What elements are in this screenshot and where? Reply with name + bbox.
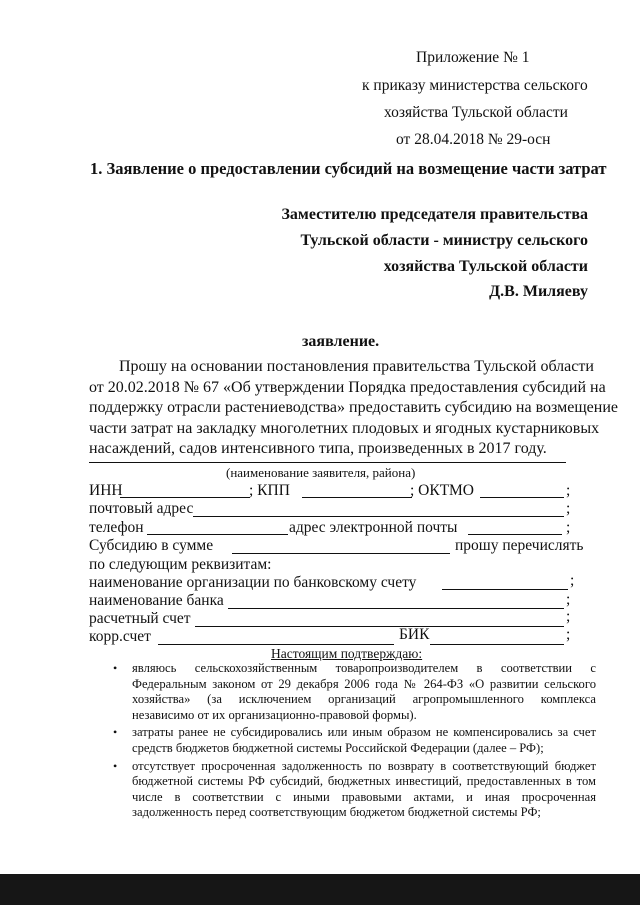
kpp-label: ; КПП (249, 482, 290, 499)
kpp-field[interactable] (302, 497, 412, 498)
postal-semicolon: ; (566, 500, 571, 517)
list-item-line: отсутствует просроченная задолженность по возврату в соответствующий бюджет (132, 758, 596, 773)
bank-name-field[interactable] (228, 608, 564, 609)
subsidy-amount-field[interactable] (232, 553, 450, 554)
list-item-line: независимо от их организационно-правовой формы). (132, 707, 417, 722)
account-semicolon: ; (566, 608, 571, 625)
subsidy-amount-label: Субсидию в сумме (89, 537, 214, 554)
bank-semicolon: ; (566, 591, 571, 608)
document-title: 1. Заявление о предоставлении субсидий на возмещение части затрат (90, 159, 607, 178)
corr-account-label: корр.счет (89, 628, 151, 645)
statement-heading: заявление. (302, 333, 380, 350)
bik-field[interactable] (430, 644, 564, 645)
org-name-field[interactable] (442, 589, 568, 590)
bullet-icon: • (113, 758, 118, 773)
request-transfer-label: прошу перечислять (455, 537, 584, 554)
inn-field[interactable] (120, 497, 250, 498)
list-item-line: Федеральным законом от 29 декабря 2006 года № 264-ФЗ «О развитии сельского (132, 676, 596, 691)
bank-name-label: наименование банка (89, 592, 224, 609)
addressee-line-4: Д.В. Миляеву (489, 283, 588, 300)
addressee-line-3: хозяйства Тульской области (383, 258, 588, 275)
org-name-label: наименование организации по банковскому счету (89, 574, 417, 591)
list-item (113, 661, 596, 723)
scan-edge-bar (0, 874, 640, 905)
appendix-ministry-line: хозяйства Тульской области (384, 104, 568, 121)
list-item (113, 759, 596, 821)
oktmo-semicolon: ; (566, 482, 571, 499)
corr-account-field[interactable] (158, 644, 394, 645)
list-item-line: числе в соответствии с иными правовыми актами, и иная просроченная (132, 789, 596, 804)
email-field[interactable] (468, 534, 562, 535)
postal-address-field[interactable] (193, 516, 564, 517)
appendix-date-line: от 28.04.2018 № 29-осн (396, 131, 551, 148)
oktmo-field[interactable] (480, 497, 564, 498)
request-paragraph (89, 357, 619, 460)
paragraph-line-3: поддержку отрасли растениеводства» предоставить субсидию на возмещение (89, 399, 619, 417)
bullet-icon: • (113, 661, 118, 675)
confirm-heading: Настоящим подтверждаю: (271, 646, 423, 661)
oktmo-label: ; ОКТМО (410, 482, 474, 499)
list-item-line: задолженность перед соответствующим бюджетом бюджетной системы РФ; (132, 805, 541, 820)
phone-label: телефон (89, 519, 144, 536)
list-item-line: являюсь сельскохозяйственным товаропроизводителем в соответствии с (132, 661, 596, 675)
email-label: адрес электронной почты (289, 519, 458, 536)
addressee-line-1: Заместителю председателя правительства (281, 206, 588, 223)
details-label: по следующим реквизитам: (89, 556, 272, 573)
org-semicolon: ; (570, 572, 575, 589)
list-item (113, 725, 596, 756)
paragraph-line-2: от 20.02.2018 № 67 «Об утверждении Порядка предоставления субсидий на (89, 378, 606, 396)
account-field[interactable] (195, 626, 564, 627)
appendix-label: Приложение № 1 (416, 49, 530, 66)
list-item-line: хозяйства» (за исключением организаций агропромышленного комплекса (132, 692, 596, 707)
phone-field[interactable] (147, 534, 288, 535)
paragraph-line-4: части затрат на закладку многолетних плодовых и ягодных кустарниковых (89, 419, 600, 437)
inn-label: ИНН (89, 482, 123, 499)
paragraph-line-5: насаждений, садов интенсивного типа, произведенных в 2017 году. (89, 440, 547, 458)
list-item-line: бюджетной системы РФ субсидий, бюджетных инвестиций, предоставленных в том (132, 774, 596, 789)
postal-address-label: почтовый адрес (89, 500, 194, 517)
bullet-icon: • (113, 725, 118, 740)
addressee-line-2: Тульской области - министру сельского (300, 232, 588, 249)
list-item-line: средств бюджетов бюджетной системы Российской Федерации (далее – РФ); (132, 740, 544, 755)
appendix-order-line: к приказу министерства сельского (362, 77, 588, 94)
paragraph-line-1: Прошу на основании постановления правительства Тульской области (119, 358, 594, 375)
applicant-name-line[interactable] (89, 462, 566, 463)
account-label: расчетный счет (89, 610, 191, 627)
email-semicolon: ; (566, 519, 571, 536)
bik-semicolon: ; (566, 626, 571, 643)
bik-label: БИК (399, 626, 430, 643)
confirm-list (113, 661, 596, 823)
list-item-line: затраты ранее не субсидировались или иным образом не компенсировались за счет (132, 725, 596, 740)
applicant-caption: (наименование заявителя, района) (226, 465, 416, 480)
